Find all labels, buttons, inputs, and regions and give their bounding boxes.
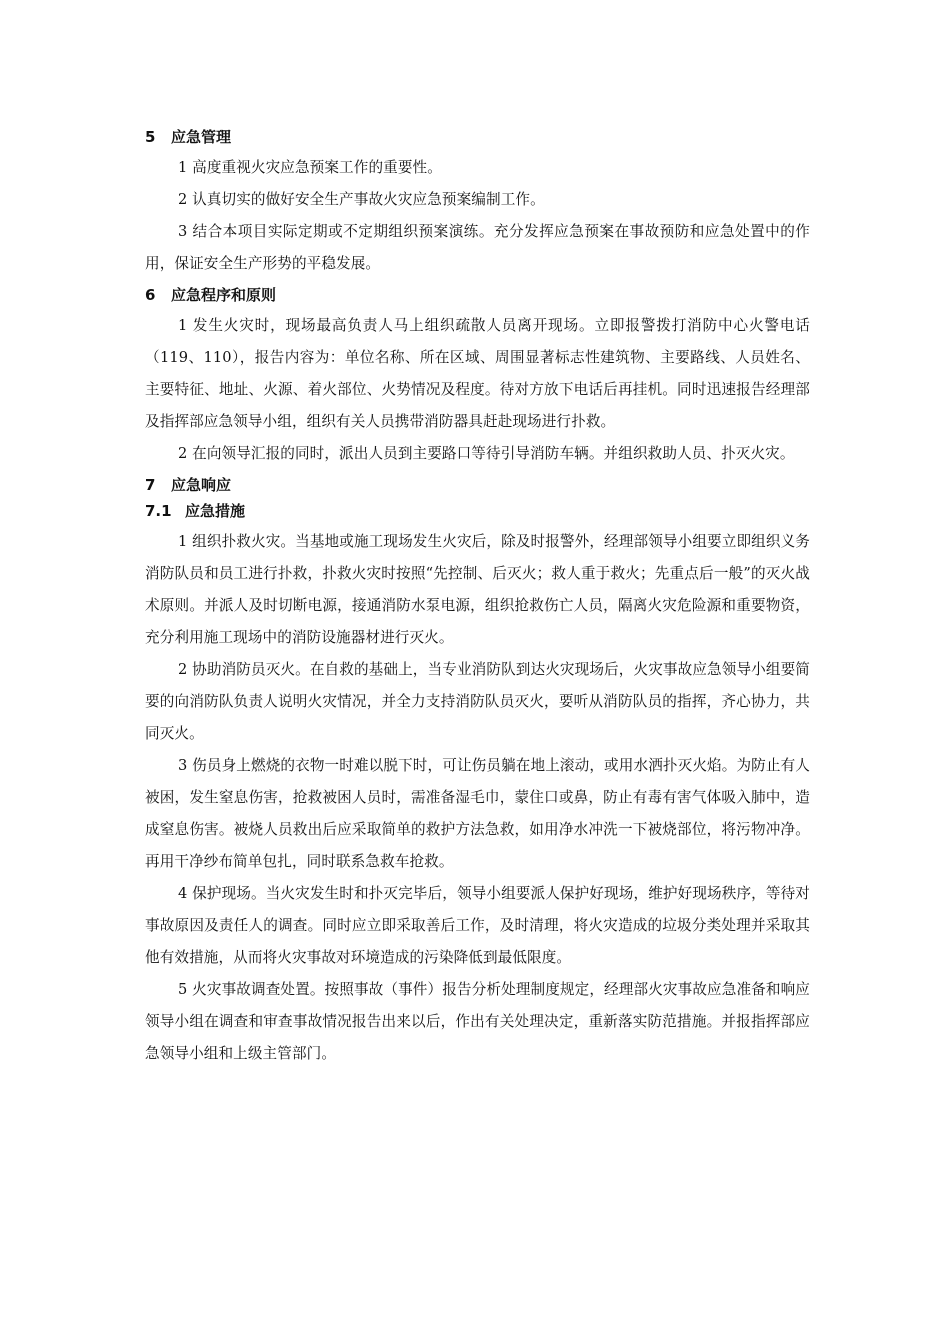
paragraph: 3 结合本项目实际定期或不定期组织预案演练。充分发挥应急预案在事故预防和应急处置中的作用，保证安全生产形势的平稳发展。 <box>145 223 810 272</box>
paragraph: 2 协助消防员灭火。在自救的基础上，当专业消防队到达火灾现场后，火灾事故应急领导小组要简要的向消防队负责人说明火灾情况，并全力支持消防队员灭火，要听从消防队员的指挥，齐心协力，共同灭火。 <box>145 661 810 742</box>
section-number: 6 <box>145 286 156 304</box>
section-heading-5 <box>145 126 810 148</box>
paragraph: 3 伤员身上燃烧的衣物一时难以脱下时，可让伤员躺在地上滚动，或用水洒扑灭火焰。为防止有人被困，发生窒息伤害，抢救被困人员时，需准备湿毛巾，蒙住口或鼻，防止有毒有害气体吸入肺中，造成窒息伤害。被烧人员救出后应采取简单的救护方法急救，如用净水冲洗一下被烧部位，将污物冲净。再用干净纱布简单包扎，同时联系急救车抢救。 <box>145 757 810 870</box>
section-title: 应急措施 <box>185 502 246 520</box>
paragraph: 1 发生火灾时，现场最高负责人马上组织疏散人员离开现场。立即报警拨打消防中心火警电话（119、110），报告内容为：单位名称、所在区域、周围显著标志性建筑物、主要路线、人员姓名、主要特征、地址、火源、着火部位、火势情况及程度。待对方放下电话后再挂机。同时迅速报告经理部及指挥部应急领导小组，组织有关人员携带消防器具赶赴现场进行扑救。 <box>145 317 810 430</box>
document-body <box>145 122 810 1070</box>
section-title: 应急响应 <box>171 476 232 494</box>
paragraph: 1 组织扑救火灾。当基地或施工现场发生火灾后，除及时报警外，经理部领导小组要立即组织义务消防队员和员工进行扑救，扑救火灾时按照“先控制、后灭火；救人重于救火；先重点后一般”的灭火战术原则。并派人及时切断电源，接通消防水泵电源，组织抢救伤亡人员，隔离火灾危险源和重要物资，充分利用施工现场中的消防设施器材进行灭火。 <box>145 533 810 646</box>
section-heading-7 <box>145 474 810 496</box>
paragraph: 2 认真切实的做好安全生产事故火灾应急预案编制工作。 <box>178 191 545 208</box>
section-number: 5 <box>145 128 156 146</box>
section-number: 7 <box>145 476 156 494</box>
paragraph: 1 高度重视火灾应急预案工作的重要性。 <box>178 159 442 176</box>
section-title: 应急程序和原则 <box>171 286 277 304</box>
paragraph: 2 在向领导汇报的同时，派出人员到主要路口等待引导消防车辆。并组织救助人员、扑灭火灾。 <box>178 445 795 462</box>
paragraph: 4 保护现场。当火灾发生时和扑灭完毕后，领导小组要派人保护好现场，维护好现场秩序，等待对事故原因及责任人的调查。同时应立即采取善后工作，及时清理，将火灾造成的垃圾分类处理并采取其他有效措施，从而将火灾事故对环境造成的污染降低到最低限度。 <box>145 885 810 966</box>
paragraph: 5 火灾事故调查处置。按照事故（事件）报告分析处理制度规定，经理部火灾事故应急准备和响应领导小组在调查和审查事故情况报告出来以后，作出有关处理决定，重新落实防范措施。并报指挥部应急领导小组和上级主管部门。 <box>145 981 810 1062</box>
section-heading-6 <box>145 284 810 306</box>
section-number: 7.1 <box>145 502 172 520</box>
section-title: 应急管理 <box>171 128 232 146</box>
section-heading-7-1 <box>145 500 810 522</box>
